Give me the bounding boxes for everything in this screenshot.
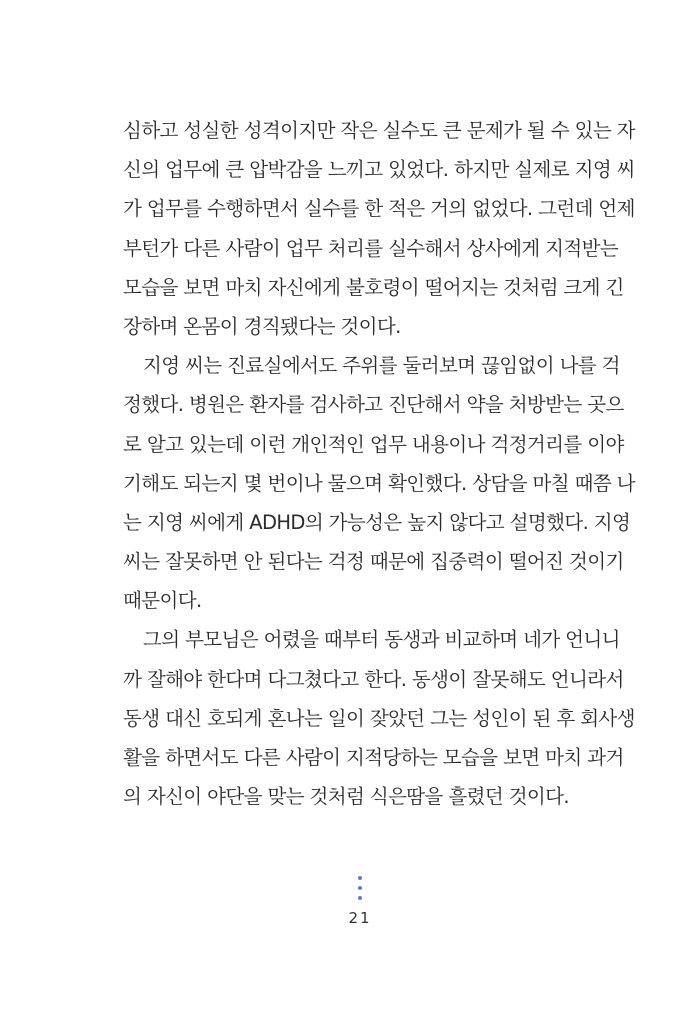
text-line: 때문이다.	[123, 589, 202, 613]
text-line: 의 자신이 야단을 맞는 것처럼 식은땀을 흘렸던 것이다.	[123, 785, 570, 809]
page-number: 21	[348, 909, 372, 927]
text-line: 모습을 보면 마치 자신에게 불호령이 떨어지는 것처럼 크게 긴	[123, 275, 624, 299]
text-line: 활을 하면서도 다른 사람이 지적당하는 모습을 보면 마치 과거	[123, 746, 624, 769]
paragraph-2	[123, 346, 635, 620]
text-line: 정했다. 병원은 환자를 검사하고 진단해서 약을 처방받는 곳으	[123, 393, 624, 417]
paragraph-1	[123, 111, 635, 346]
text-line: 동생 대신 호되게 혼나는 일이 잦았던 그는 성인이 된 후 회사생	[123, 706, 635, 730]
text-line: 기해도 되는지 몇 번이나 물으며 확인했다. 상담을 마칠 때쯤 나	[123, 471, 635, 495]
text-line: 까 잘해야 한다며 다그쳤다고 한다. 동생이 잘못해도 언니라서	[123, 667, 624, 691]
text-line: 그의 부모님은 어렸을 때부터 동생과 비교하며 네가 언니니	[143, 628, 620, 652]
text-line: 지영 씨는 진료실에서도 주위를 둘러보며 끊임없이 나를 걱	[143, 354, 620, 378]
text-line: 로 알고 있는데 이런 개인적인 업무 내용이나 걱정거리를 이야	[123, 432, 624, 456]
text-line: 씨는 잘못하면 안 된다는 걱정 때문에 집중력이 떨어진 것이기	[123, 550, 624, 574]
text-line: 신의 업무에 큰 압박감을 느끼고 있었다. 하지만 실제로 지영 씨	[123, 158, 635, 182]
text-line: 가 업무를 수행하면서 실수를 한 적은 거의 없었다. 그런데 언제	[123, 197, 635, 221]
ornament-dot	[358, 896, 362, 900]
text-line: 는 지영 씨에게 ADHD의 가능성은 높지 않다고 설명했다. 지영	[123, 510, 631, 534]
paragraph-3	[123, 620, 635, 816]
text-line: 장하며 온몸이 경직됐다는 것이다.	[123, 314, 401, 338]
page-body	[123, 111, 635, 816]
ornament-dot	[358, 876, 362, 880]
vertical-ellipsis-icon	[356, 876, 364, 906]
text-line: 부턴가 다른 사람이 업무 처리를 실수해서 상사에게 지적받는	[123, 236, 619, 260]
ornament-dot	[358, 886, 362, 890]
text-line: 심하고 성실한 성격이지만 작은 실수도 큰 문제가 될 수 있는 자	[123, 119, 635, 142]
